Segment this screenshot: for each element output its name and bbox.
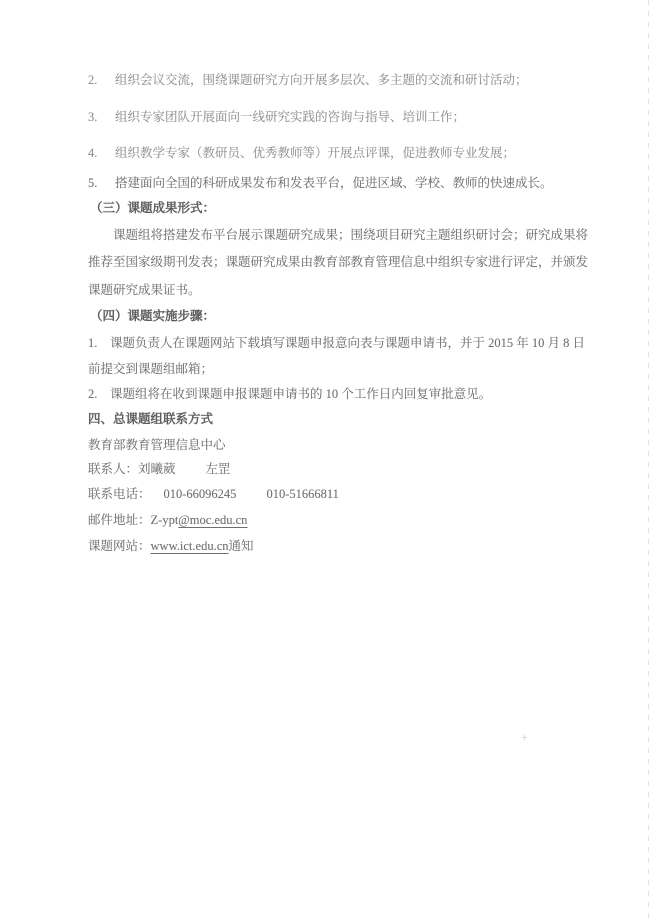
section3-body-line: 课题组将搭建发布平台展示课题研究成果；围绕项目研究主题组织研讨会；研究成果将	[113, 228, 589, 242]
section4-heading: （四）课题实施步骤：	[90, 309, 216, 323]
email-user-part: Z-ypt	[150, 513, 179, 527]
list-item	[88, 175, 553, 191]
step-number: 1.	[88, 336, 98, 350]
organization-name: 教育部教育管理信息中心	[88, 438, 226, 452]
list-item-number: 4.	[88, 146, 98, 160]
website-link[interactable]: www.ict.edu.cn	[150, 539, 229, 553]
scan-edge-artifact	[648, 0, 649, 919]
section3-body-line: 课题研究成果证书。	[88, 283, 201, 297]
step-text: 课题组将在收到课题申报课题申请书的 10 个工作日内回复审批意见。	[110, 387, 492, 401]
list-item-number: 2.	[88, 73, 98, 87]
crop-mark: +	[521, 730, 528, 744]
list-item-text: 组织教学专家（教研员、优秀教师等）开展点评课，促进教师专业发展；	[115, 146, 516, 160]
contact-person-line	[88, 461, 231, 477]
contact-phone-2: 010-51666811	[266, 487, 339, 501]
step-text: 课题负责人在课题网站下载填写课题申报意向表与课题申请书，并于 2015 年 10 月 8 日	[110, 336, 586, 350]
section3-body-line: 推荐至国家级期刊发表；课题研究成果由教育部教育管理信息中组织专家进行评定，并颁发	[88, 255, 589, 269]
contact-website-line	[88, 538, 254, 554]
list-item-text: 组织专家团队开展面向一线研究实践的咨询与指导、培训工作；	[115, 110, 466, 124]
contact-person-label: 联系人：	[88, 462, 139, 476]
step-number: 2.	[88, 387, 98, 401]
list-item	[88, 72, 528, 88]
contact-person-1: 刘曦葳	[138, 462, 176, 476]
list-item-number: 3.	[88, 110, 98, 124]
step-line	[88, 335, 585, 351]
contact-email-line	[88, 512, 247, 528]
list-item	[88, 109, 465, 125]
contact-phone-label: 联系电话：	[88, 487, 151, 501]
step-line-continuation: 前提交到课题组邮箱；	[88, 362, 214, 376]
contact-section-heading: 四、总课题组联系方式	[88, 412, 214, 426]
list-item-number: 5.	[88, 176, 98, 190]
list-item-text: 组织会议交流，围绕课题研究方向开展多层次、多主题的交流和研讨活动；	[115, 73, 528, 87]
email-domain-link[interactable]: @moc.edu.cn	[178, 513, 248, 527]
contact-person-2: 左罡	[205, 462, 231, 476]
section3-heading: （三）课题成果形式：	[90, 201, 216, 215]
contact-phone-line	[88, 486, 339, 502]
contact-phone-1: 010-66096245	[163, 487, 237, 501]
list-item	[88, 145, 515, 161]
website-suffix: 通知	[228, 539, 254, 553]
website-label: 课题网站：	[88, 539, 151, 553]
contact-email-label: 邮件地址：	[88, 513, 151, 527]
list-item-text: 搭建面向全国的科研成果发布和发表平台，促进区域、学校、教师的快速成长。	[115, 176, 553, 190]
step-line	[88, 386, 491, 402]
